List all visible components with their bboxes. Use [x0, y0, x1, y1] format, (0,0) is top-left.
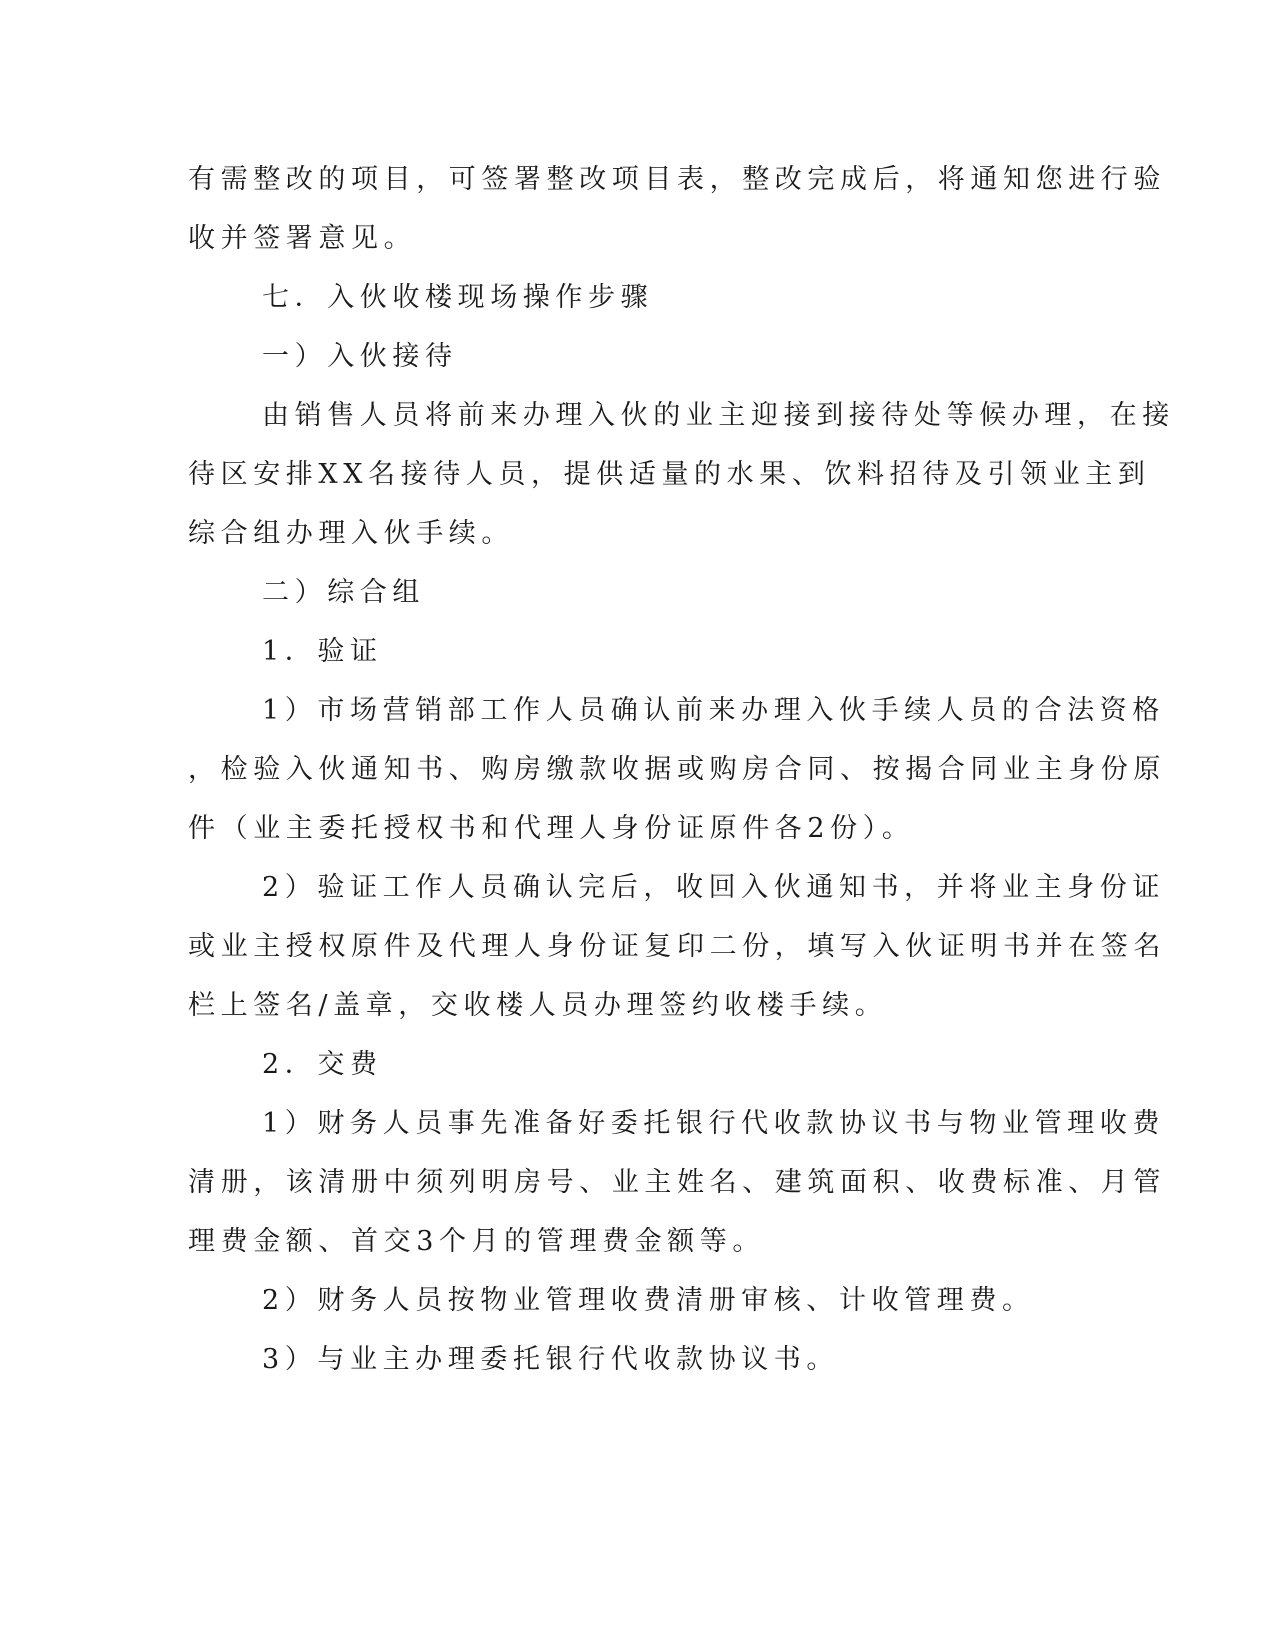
paragraph-line: 有需整改的项目，可签署整改项目表，整改完成后，将通知您进行验 — [188, 164, 1166, 195]
paragraph-line: 1）市场营销部工作人员确认前来办理入伙手续人员的合法资格 — [262, 695, 1165, 726]
item-heading: 2．交费 — [262, 1049, 383, 1080]
paragraph-line: 件（业主委托授权书和代理人身份证原件各2份）。 — [188, 813, 915, 844]
paragraph-line: 由销售人员将前来办理入伙的业主迎接到接待处等候办理，在接 — [262, 400, 1175, 431]
paragraph-line: ，检验入伙通知书、购房缴款收据或购房合同、按揭合同业主身份原 — [188, 754, 1166, 785]
paragraph-line: 2）财务人员按物业管理收费清册审核、计收管理费。 — [262, 1285, 1035, 1316]
paragraph-line: 3）与业主办理委托银行代收款协议书。 — [262, 1344, 839, 1375]
paragraph-line: 清册，该清册中须列明房号、业主姓名、建筑面积、收费标准、月管 — [188, 1167, 1166, 1198]
paragraph-line: 2）验证工作人员确认完后，收回入伙通知书，并将业主身份证 — [262, 872, 1165, 903]
paragraph-line: 收并签署意见。 — [188, 223, 417, 254]
section-heading: 七．入伙收楼现场操作步骤 — [262, 282, 654, 313]
paragraph-line: 栏上签名/盖章，交收楼人员办理签约收楼手续。 — [188, 990, 888, 1021]
paragraph-line: 或业主授权原件及代理人身份证复印二份，填写入伙证明书并在签名 — [188, 931, 1166, 962]
paragraph-line: 综合组办理入伙手续。 — [188, 518, 514, 549]
item-heading: 1．验证 — [262, 636, 383, 667]
subsection-heading: 一）入伙接待 — [262, 341, 458, 372]
paragraph-line: 待区安排XX名接待人员，提供适量的水果、饮料招待及引领业主到 — [188, 459, 1151, 490]
subsection-heading: 二）综合组 — [262, 577, 425, 608]
paragraph-line: 理费金额、首交3个月的管理费金额等。 — [188, 1226, 765, 1257]
paragraph-line: 1）财务人员事先准备好委托银行代收款协议书与物业管理收费 — [262, 1108, 1165, 1139]
